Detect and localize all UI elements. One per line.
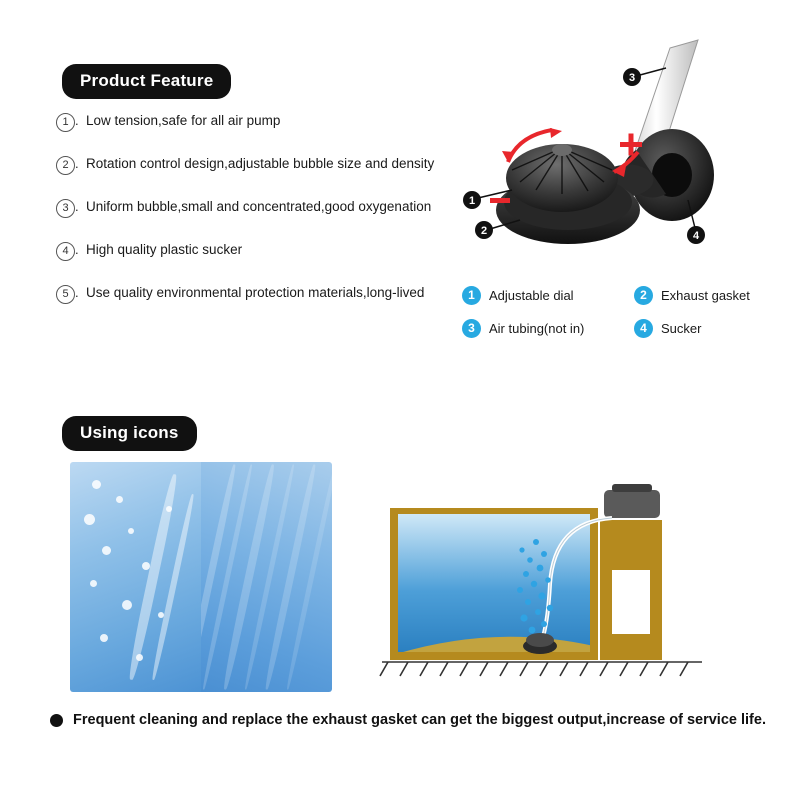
legend-label: Adjustable dial: [489, 288, 574, 303]
air-pump-body: [604, 490, 660, 518]
svg-text:4: 4: [692, 230, 700, 242]
product-feature-header: [62, 64, 231, 99]
using-icons-header: [62, 416, 197, 451]
list-item: [56, 155, 456, 174]
list-item: [56, 112, 456, 131]
svg-text:2: 2: [480, 225, 488, 237]
feature-number: [56, 242, 86, 261]
air-pump-top: [612, 484, 652, 492]
feature-number: [56, 113, 86, 132]
feature-text: Rotation control design,adjustable bubble size and density: [86, 156, 435, 171]
feature-number-dot: .: [75, 199, 79, 214]
legend-item-air-tubing: [462, 319, 634, 338]
svg-text:3: 3: [628, 72, 636, 84]
aquarium-setup-diagram: [372, 462, 712, 697]
tank-water: [396, 514, 594, 654]
legend-item-sucker: [634, 319, 784, 338]
aquarium-svg: [372, 462, 712, 697]
feature-number-circle: 5: [56, 285, 75, 304]
bottom-note-text: Frequent cleaning and replace the exhaust gasket can get the biggest output,increase of service life.: [73, 712, 766, 728]
tank-frame-bottom: [390, 652, 598, 660]
legend-row: [462, 319, 792, 338]
feature-list: [56, 112, 456, 327]
feature-number-dot: .: [75, 156, 79, 171]
feature-number-circle: 3: [56, 199, 75, 218]
legend-item-exhaust-gasket: [634, 286, 784, 305]
minus-symbol: [490, 198, 510, 203]
product-diagram: [450, 30, 780, 280]
legend-label: Air tubing(not in): [489, 321, 585, 336]
feature-number-circle: 2: [56, 156, 75, 175]
feature-number-dot: .: [75, 113, 79, 128]
list-item: [56, 198, 456, 217]
list-item: [56, 241, 456, 260]
photo-bubble-column: [70, 462, 201, 692]
legend-badge: 3: [462, 319, 481, 338]
feature-number-dot: .: [75, 242, 79, 257]
legend-label: Sucker: [661, 321, 702, 336]
feature-number: [56, 156, 86, 175]
feature-number-dot: .: [75, 285, 79, 300]
usage-photos: [70, 462, 332, 692]
feature-number: [56, 285, 86, 304]
stand-cutout: [612, 570, 650, 634]
product-feature-title: Product Feature: [62, 64, 231, 99]
feature-text: Uniform bubble,small and concentrated,good oxygenation: [86, 199, 432, 214]
feature-text: High quality plastic sucker: [86, 242, 243, 257]
legend-badge: 1: [462, 286, 481, 305]
diagram-legend: [462, 286, 792, 352]
bottom-note: [50, 712, 780, 728]
legend-badge: 2: [634, 286, 653, 305]
list-item: [56, 284, 456, 303]
feature-text: Low tension,safe for all air pump: [86, 113, 281, 128]
photo-bubble-curtain: [201, 462, 332, 692]
tank-frame-top: [390, 508, 598, 514]
ground-hatching: [380, 662, 702, 676]
feature-number-circle: 1: [56, 113, 75, 132]
feature-number: [56, 199, 86, 218]
legend-item-adjustable-dial: [462, 286, 634, 305]
legend-row: [462, 286, 792, 305]
using-icons-title: Using icons: [62, 416, 197, 451]
bullet-icon: [50, 714, 63, 727]
tank-frame-right: [590, 508, 598, 660]
air-stone-diagram-svg: [450, 30, 780, 280]
legend-badge: 4: [634, 319, 653, 338]
feature-text: Use quality environmental protection materials,long-lived: [86, 285, 425, 300]
feature-number-circle: 4: [56, 242, 75, 261]
adjustable-dial-graphic: [506, 144, 618, 212]
svg-text:1: 1: [468, 195, 476, 207]
legend-label: Exhaust gasket: [661, 288, 750, 303]
tank-frame-left: [390, 508, 398, 660]
